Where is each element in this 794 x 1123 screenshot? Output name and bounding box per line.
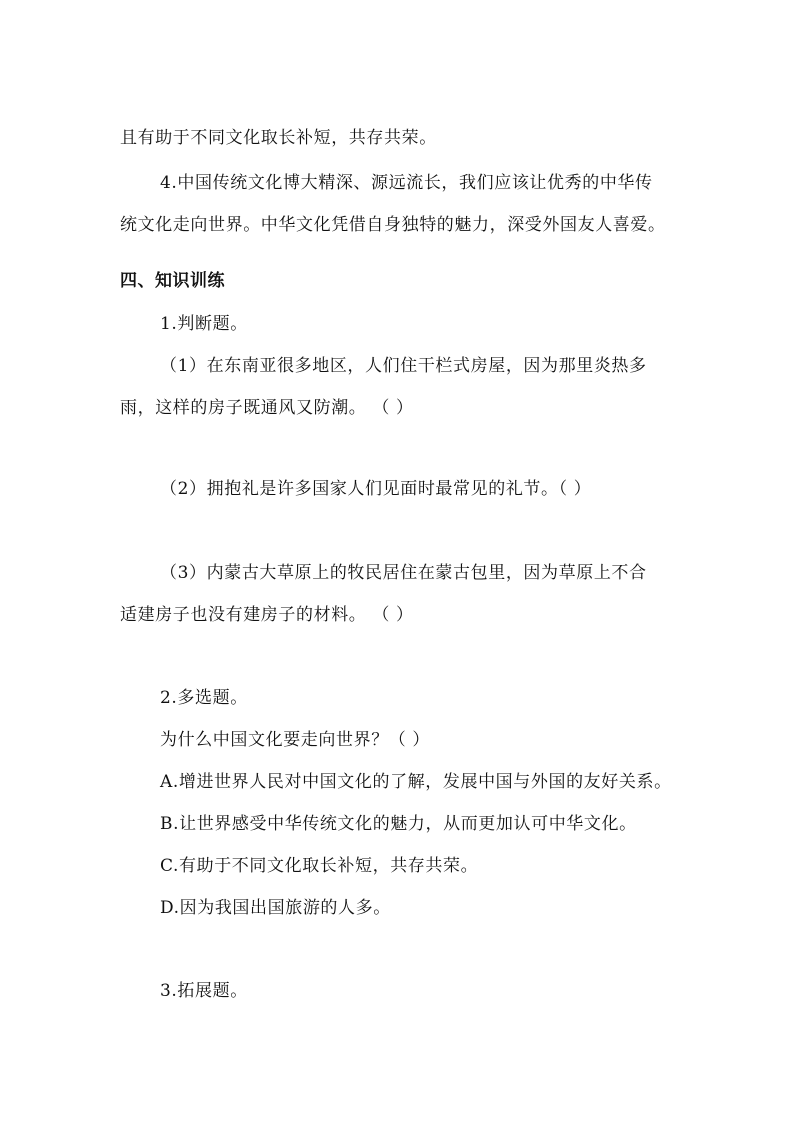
intro-line: 且有助于不同文化取长补短，共存共荣。 xyxy=(120,128,437,148)
question-2-option-a: A.增进世界人民对中国文化的了解，发展中国与外国的友好关系。 xyxy=(160,772,672,792)
point-4-line-2: 统文化走向世界。中华文化凭借自身独特的魅力，深受外国友人喜爱。 xyxy=(120,215,666,235)
question-2-option-c: C.有助于不同文化取长补短，共存共荣。 xyxy=(160,856,479,876)
question-1-item-2: （2）拥抱礼是许多国家人们见面时最常见的礼节。（ ） xyxy=(160,479,592,499)
question-1-item-3-line-2: 适建房子也没有建房子的材料。 （ ） xyxy=(120,605,414,625)
question-1-item-3-line-1: （3）内蒙古大草原上的牧民居住在蒙古包里，因为草原上不合 xyxy=(160,563,647,583)
question-1-item-1-line-1: （1）在东南亚很多地区，人们住干栏式房屋，因为那里炎热多 xyxy=(160,356,647,376)
question-2-option-d: D.因为我国出国旅游的人多。 xyxy=(160,898,391,918)
question-2-prompt: 为什么中国文化要走向世界？（ ） xyxy=(160,730,431,750)
question-2-title: 2.多选题。 xyxy=(160,688,248,708)
point-4-line-1: 4.中国传统文化博大精深、源远流长，我们应该让优秀的中华传 xyxy=(160,173,653,193)
question-1-title: 1.判断题。 xyxy=(160,314,248,334)
question-3-title: 3.拓展题。 xyxy=(160,981,248,1001)
question-2-option-b: B.让世界感受中华传统文化的魅力，从而更加认可中华文化。 xyxy=(160,814,637,834)
question-1-item-1-line-2: 雨，这样的房子既通风又防潮。 （ ） xyxy=(120,398,414,418)
section-title: 四、知识训练 xyxy=(120,271,225,291)
